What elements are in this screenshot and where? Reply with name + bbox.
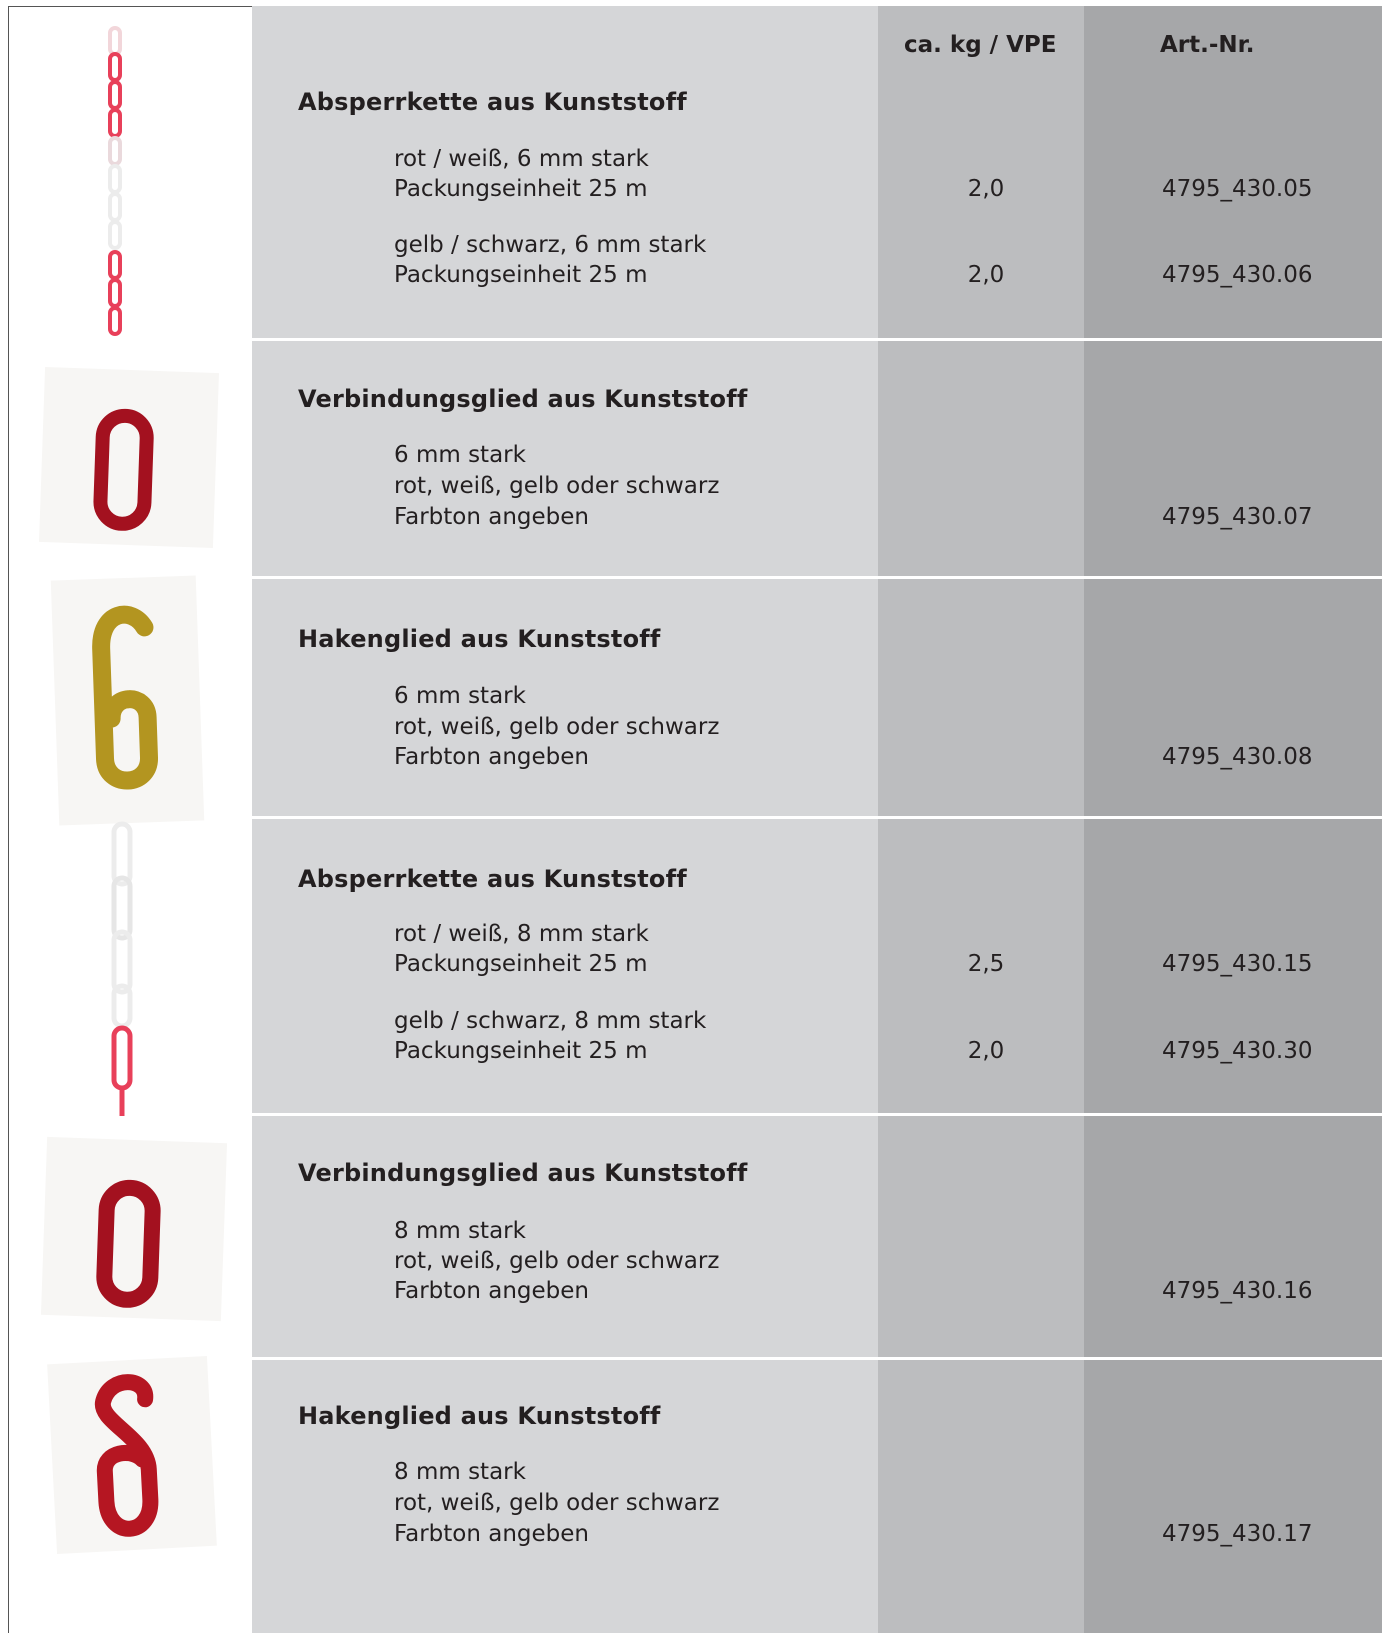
weight-value: 2,0	[967, 1038, 1005, 1064]
spec-line: rot, weiß, gelb oder schwarz	[394, 1490, 720, 1516]
article-number-cell	[1084, 1116, 1382, 1357]
weight-cell	[878, 1360, 1084, 1633]
product-title: Absperrkette aus Kunststoff	[298, 865, 687, 893]
article-number: 4795_430.07	[1162, 504, 1313, 530]
article-number: 4795_430.05	[1162, 176, 1313, 202]
weight-value: 2,5	[967, 951, 1005, 977]
page-left-border	[8, 6, 9, 1633]
product-row-5	[252, 1116, 1382, 1357]
product-row-6	[252, 1360, 1382, 1633]
description-cell	[252, 341, 878, 576]
spec-line: Farbton angeben	[394, 1278, 589, 1304]
spec-line: gelb / schwarz, 8 mm stark	[394, 1008, 707, 1034]
description-cell	[252, 6, 878, 338]
article-number: 4795_430.16	[1162, 1278, 1313, 1304]
product-title: Verbindungsglied aus Kunststoff	[298, 1159, 748, 1187]
article-number-cell	[1084, 1360, 1382, 1633]
weight-cell	[878, 341, 1084, 576]
article-number: 4795_430.17	[1162, 1521, 1313, 1547]
article-number-cell	[1084, 579, 1382, 816]
product-title: Hakenglied aus Kunststoff	[298, 625, 661, 653]
description-cell	[252, 1360, 878, 1633]
article-number: 4795_430.06	[1162, 262, 1313, 288]
product-title: Verbindungsglied aus Kunststoff	[298, 385, 748, 413]
article-number: 4795_430.08	[1162, 744, 1313, 770]
article-number-cell	[1084, 341, 1382, 576]
product-title: Hakenglied aus Kunststoff	[298, 1402, 661, 1430]
weight-cell	[878, 1116, 1084, 1357]
description-cell	[252, 1116, 878, 1357]
spec-line: rot, weiß, gelb oder schwarz	[394, 714, 720, 740]
spec-line: 6 mm stark	[394, 683, 526, 709]
spec-line: gelb / schwarz, 6 mm stark	[394, 232, 707, 258]
product-row-3	[252, 579, 1382, 816]
spec-line: 8 mm stark	[394, 1459, 526, 1485]
spec-line: Packungseinheit 25 m	[394, 176, 648, 202]
weight-cell	[878, 6, 1084, 338]
page-top-border	[8, 6, 252, 7]
article-number: 4795_430.30	[1162, 1038, 1313, 1064]
product-row-1	[252, 6, 1382, 338]
article-number: 4795_430.15	[1162, 951, 1313, 977]
spec-line: rot / weiß, 8 mm stark	[394, 921, 649, 947]
spec-line: rot, weiß, gelb oder schwarz	[394, 1248, 720, 1274]
red-white-chain-icon	[90, 20, 150, 340]
weight-cell	[878, 819, 1084, 1113]
spec-line: rot / weiß, 6 mm stark	[394, 146, 649, 172]
description-cell	[252, 819, 878, 1113]
spec-line: rot, weiß, gelb oder schwarz	[394, 473, 720, 499]
red-white-chain-icon	[96, 820, 156, 1120]
red-hook-link-icon	[47, 1356, 217, 1554]
description-cell	[252, 579, 878, 816]
red-connecting-link-icon	[41, 1137, 227, 1321]
weight-value: 2,0	[967, 262, 1005, 288]
product-row-2	[252, 341, 1382, 576]
article-number-header: Art.-Nr.	[1160, 32, 1255, 58]
weight-value: 2,0	[967, 176, 1005, 202]
product-row-4	[252, 819, 1382, 1113]
spec-line: Farbton angeben	[394, 744, 589, 770]
weight-cell	[878, 579, 1084, 816]
yellow-hook-link-icon	[51, 576, 204, 826]
weight-column-header: ca. kg / VPE	[904, 32, 1057, 58]
spec-line: Farbton angeben	[394, 1521, 589, 1547]
article-number-cell	[1084, 819, 1382, 1113]
red-connecting-link-icon	[39, 367, 219, 548]
spec-line: 6 mm stark	[394, 442, 526, 468]
spec-line: Packungseinheit 25 m	[394, 951, 648, 977]
spec-line: Farbton angeben	[394, 504, 589, 530]
article-number-cell	[1084, 6, 1382, 338]
spec-line: 8 mm stark	[394, 1218, 526, 1244]
spec-line: Packungseinheit 25 m	[394, 1038, 648, 1064]
product-title: Absperrkette aus Kunststoff	[298, 88, 687, 116]
spec-line: Packungseinheit 25 m	[394, 262, 648, 288]
